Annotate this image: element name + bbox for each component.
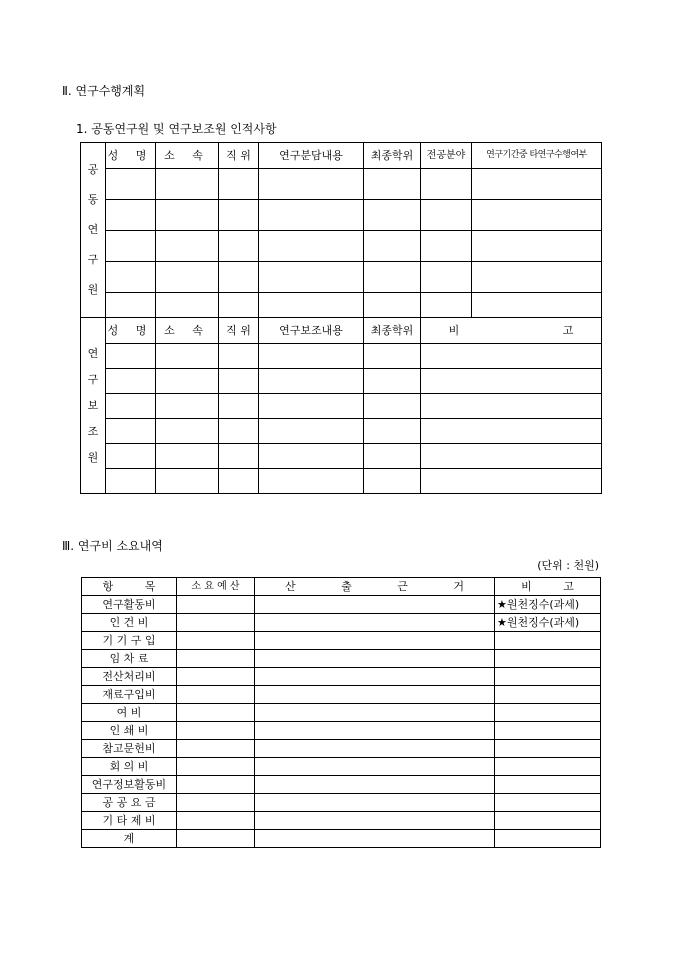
budget-amount-cell[interactable]	[177, 668, 255, 686]
budget-note-cell[interactable]	[495, 668, 601, 686]
budget-amount-cell[interactable]	[177, 632, 255, 650]
budget-row	[82, 614, 601, 632]
co-researcher-row	[81, 293, 602, 318]
budget-item-label: 여 비	[82, 704, 177, 722]
header-affiliation: 소 속	[156, 143, 219, 169]
budget-amount-cell[interactable]	[177, 686, 255, 704]
header-position: 직 위	[219, 318, 259, 344]
budget-basis-cell[interactable]	[255, 614, 495, 632]
budget-basis-cell[interactable]	[255, 632, 495, 650]
section2-subtitle: 1. 공동연구원 및 연구보조원 인적사항	[76, 122, 277, 136]
budget-basis-cell[interactable]	[255, 740, 495, 758]
header-name: 성 명	[106, 143, 156, 169]
budget-amount-cell[interactable]	[177, 794, 255, 812]
budget-item-label: 참고문헌비	[82, 740, 177, 758]
budget-item-label: 기 기 구 입	[82, 632, 177, 650]
budget-basis-cell[interactable]	[255, 596, 495, 614]
budget-basis-cell[interactable]	[255, 704, 495, 722]
budget-row	[82, 758, 601, 776]
budget-amount-cell[interactable]	[177, 704, 255, 722]
assistant-row	[81, 444, 602, 469]
co-researcher-label: 공 동 연 구 원	[81, 143, 106, 318]
budget-amount-cell[interactable]	[177, 812, 255, 830]
budget-basis-cell[interactable]	[255, 668, 495, 686]
budget-amount-cell[interactable]	[177, 596, 255, 614]
budget-basis-cell[interactable]	[255, 830, 495, 848]
budget-row	[82, 632, 601, 650]
budget-item-label: 인 건 비	[82, 614, 177, 632]
budget-item-label: 연구정보활동비	[82, 776, 177, 794]
header-basis: 산 출 근 거	[255, 578, 495, 596]
header-position: 직 위	[219, 143, 259, 169]
budget-note-cell[interactable]	[495, 722, 601, 740]
budget-item-label: 전산처리비	[82, 668, 177, 686]
budget-item-label: 계	[82, 830, 177, 848]
co-researcher-row	[81, 262, 602, 293]
budget-row	[82, 704, 601, 722]
budget-basis-cell[interactable]	[255, 722, 495, 740]
budget-note-cell[interactable]	[495, 704, 601, 722]
budget-note-cell[interactable]: ★원천징수(과세)	[495, 614, 601, 632]
budget-item-label: 인 쇄 비	[82, 722, 177, 740]
header-major: 전공분야	[421, 143, 472, 169]
budget-note-cell[interactable]	[495, 686, 601, 704]
budget-basis-cell[interactable]	[255, 776, 495, 794]
budget-basis-cell[interactable]	[255, 686, 495, 704]
budget-item-label: 공 공 요 금	[82, 794, 177, 812]
budget-note-cell[interactable]: ★원천징수(과세)	[495, 596, 601, 614]
co-researcher-row	[81, 169, 602, 200]
budget-item-label: 기 타 제 비	[82, 812, 177, 830]
budget-amount-cell[interactable]	[177, 758, 255, 776]
header-degree: 최종학위	[364, 318, 421, 344]
header-name: 성 명	[106, 318, 156, 344]
budget-row	[82, 740, 601, 758]
assistant-row	[81, 419, 602, 444]
assistant-row	[81, 469, 602, 494]
assistant-row	[81, 344, 602, 369]
budget-row	[82, 668, 601, 686]
budget-note-cell[interactable]	[495, 650, 601, 668]
section3-title: Ⅲ. 연구비 소요내역	[62, 539, 163, 553]
header-item: 항 목	[82, 578, 177, 596]
header-assist-role: 연구보조내용	[259, 318, 364, 344]
budget-row	[82, 830, 601, 848]
budget-item-label: 연구활동비	[82, 596, 177, 614]
header-other-research: 연구기간중 타연구수행여부	[472, 143, 602, 169]
budget-amount-cell[interactable]	[177, 722, 255, 740]
budget-note-cell[interactable]	[495, 830, 601, 848]
budget-row	[82, 650, 601, 668]
assistant-row	[81, 369, 602, 394]
budget-note-cell[interactable]	[495, 740, 601, 758]
budget-row	[82, 686, 601, 704]
budget-basis-cell[interactable]	[255, 650, 495, 668]
budget-row	[82, 596, 601, 614]
budget-amount-cell[interactable]	[177, 776, 255, 794]
header-degree: 최종학위	[364, 143, 421, 169]
budget-amount-cell[interactable]	[177, 650, 255, 668]
section2-title: Ⅱ. 연구수행계획	[62, 84, 146, 98]
budget-row	[82, 812, 601, 830]
budget-item-label: 회 의 비	[82, 758, 177, 776]
budget-row	[82, 722, 601, 740]
header-budget: 소 요 예 산	[177, 578, 255, 596]
budget-note-cell[interactable]	[495, 758, 601, 776]
budget-amount-cell[interactable]	[177, 830, 255, 848]
header-research-role: 연구분담내용	[259, 143, 364, 169]
budget-amount-cell[interactable]	[177, 614, 255, 632]
budget-note-cell[interactable]	[495, 632, 601, 650]
budget-item-label: 재료구입비	[82, 686, 177, 704]
budget-basis-cell[interactable]	[255, 812, 495, 830]
budget-item-label: 임 차 료	[82, 650, 177, 668]
personnel-table	[80, 142, 602, 494]
unit-label: (단위 : 천원)	[537, 559, 599, 572]
budget-row	[82, 794, 601, 812]
budget-basis-cell[interactable]	[255, 758, 495, 776]
budget-table	[81, 577, 601, 848]
header-remarks: 비 고	[421, 318, 602, 344]
budget-basis-cell[interactable]	[255, 794, 495, 812]
assistant-label: 연 구 보 조 원	[81, 318, 106, 494]
header-remarks: 비 고	[495, 578, 601, 596]
budget-note-cell[interactable]	[495, 794, 601, 812]
budget-note-cell[interactable]	[495, 812, 601, 830]
header-affiliation: 소 속	[156, 318, 219, 344]
assistant-row	[81, 394, 602, 419]
budget-note-cell[interactable]	[495, 776, 601, 794]
budget-row	[82, 776, 601, 794]
budget-amount-cell[interactable]	[177, 740, 255, 758]
co-researcher-row	[81, 200, 602, 231]
co-researcher-row	[81, 231, 602, 262]
